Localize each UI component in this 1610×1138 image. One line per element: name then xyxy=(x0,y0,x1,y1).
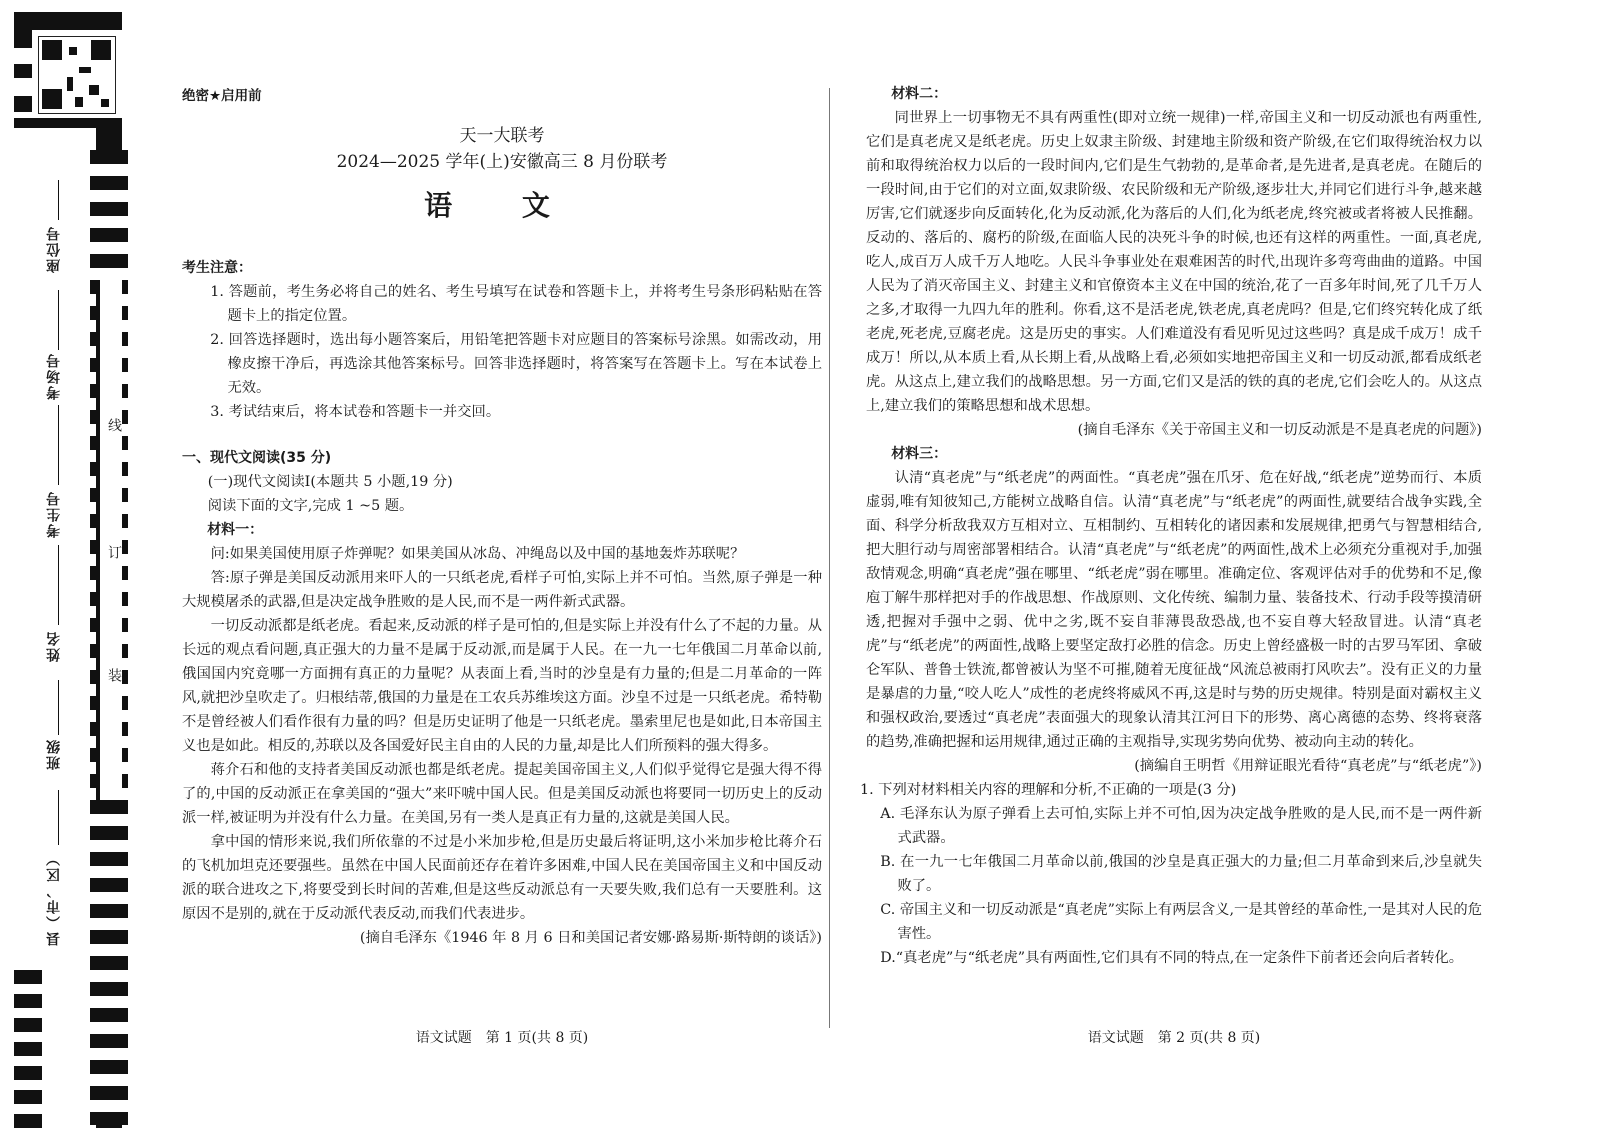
material-heading: 材料三： xyxy=(891,446,948,462)
option-b: B. 在一九一七年俄国二月革命以前,俄国的沙皇是真正强大的力量;但二月革命到来后,沙皇就失败了。 xyxy=(880,854,1482,894)
paragraph: 问:如果美国使用原子炸弹呢？如果美国从冰岛、冲绳岛以及中国的基地轰炸苏联呢？ xyxy=(210,546,745,562)
candidate-number-label: 考生号 xyxy=(46,490,62,538)
notice-item: 2. 回答选择题时，选出每小题答案后，用铅笔把答题卡对应题目的答案标号涂黑。如需改动，用橡皮擦干净后，再选涂其他答案标号。回答非选择题时，将答案写在答题卡上。写在本试卷上无效。 xyxy=(210,332,822,396)
material-heading: 材料二： xyxy=(891,86,948,102)
cut-line-char: 订 xyxy=(106,545,122,559)
cut-line-char: 线 xyxy=(106,418,122,432)
option-d: D.“真老虎”与“纸老虎”具有两面性,它们具有不同的特点,在一定条件下前者还会向后者转化。 xyxy=(880,950,1464,966)
notice-heading: 考生注意： xyxy=(182,260,252,276)
source-citation: (摘自毛泽东《1946 年 8 月 6 日和美国记者安娜·路易斯·斯特朗的谈话》) xyxy=(359,930,822,946)
instruction: 阅读下面的文字,完成 1 ~5 题。 xyxy=(207,498,414,514)
page-2 xyxy=(860,0,1482,1138)
page-footer: 语文试题 第 1 页(共 8 页) xyxy=(415,1030,589,1046)
paragraph: 同世界上一切事物无不具有两重性(即对立统一规律)一样,帝国主义和一切反动派也有两重性,它们是真老虎又是纸老虎。历史上奴隶主阶级、封建地主阶级和资产阶级,在它们取得统治权力以前和取得统治权力以后的一段时间内,它们是生气勃勃的,是革命者,是先进者,是真老虎。在随后的一段时间,由于它们的对立面,奴隶阶级、农民阶级和无产阶级,逐步壮大,并同它们进行斗争,越来越厉害,它们就逐步向反面转化,化为反动派,化为落后的人们,化为纸老虎,终究被或者将被人民推翻。反动的、落后的、腐朽的阶级,在面临人民的决死斗争的时候,也还有这样的两重性。一面,真老虎,吃人,成百万人成千万人地吃。人民斗争事业处在艰难困苦的时代,出现许多弯弯曲曲的道路。中国人民为了消灭帝国主义、封建主义和官僚资本主义在中国的统治,花了一百多年时间,死了几千万人之多,才取得一九四九年的胜利。你看,这不是活老虎,铁老虎,真老虎吗？但是,它们终究转化成了纸老虎,死老虎,豆腐老虎。这是历史的事实。人们难道没有看见听见过这些吗？真是成千成万！成千成万！所以,从本质上看,从长期上看,从战略上看,必须如实地把帝国主义和一切反动派,都看成纸老虎。从这点上,建立我们的战略思想。另一方面,它们又是活的铁的真的老虎,它们会吃人的。从这点上,建立我们的策略思想和战术思想。 xyxy=(866,110,1482,414)
material-heading: 材料一： xyxy=(207,522,264,538)
binding-strip xyxy=(0,0,130,1138)
notice-item: 1. 答题前，考生务必将自己的姓名、考生号填写在试卷和答题卡上，并将考生号条形码粘贴在答题卡上的指定位置。 xyxy=(210,284,822,324)
subject-title: 语 文 xyxy=(424,189,580,222)
seat-number-label: 座位号 xyxy=(46,225,62,273)
paragraph: 答:原子弹是美国反动派用来吓人的一只纸老虎,看样子可怕,实际上并不可怕。当然,原子弹是一种大规模屠杀的武器,但是决定战争胜败的是人民,而不是一两件新式武器。 xyxy=(182,570,822,610)
source-citation: (摘编自王明哲《用辩证眼光看待“真老虎”与“纸老虎”》) xyxy=(1134,758,1482,774)
paragraph: 蒋介石和他的支持者美国反动派也都是纸老虎。提起美国帝国主义,人们似乎觉得它是强大得不得了的,中国的反动派正在拿美国的“强大”来吓唬中国人民。但是美国反动派也将要同一切历史上的反动派一样,被证明为并没有什么力量。在美国,另有一类人是真正有力量的,这就是美国人民。 xyxy=(182,762,822,826)
county-label: 县（市、区） xyxy=(46,850,62,946)
notice-item: 3. 考试结束后，将本试卷和答题卡一并交回。 xyxy=(210,404,501,420)
paragraph: 一切反动派都是纸老虎。看起来,反动派的样子是可怕的,但是实际上并没有什么了不起的力量。从长远的观点看问题,真正强大的力量不是属于反动派,而是属于人民。在一九一七年俄国二月革命以前,俄国国内究竟哪一方面拥有真正的力量呢？从表面上看,当时的沙皇是有力量的;但是二月革命的一阵风,就把沙皇吹走了。归根结蒂,俄国的力量是在工农兵苏维埃这方面。沙皇不过是一只纸老虎。希特勒不是曾经被人们看作很有力量的吗？但是历史证明了他是一只纸老虎。墨索里尼也是如此,日本帝国主义也是如此。相反的,苏联以及各国爱好民主自由的人民的力量,却是比人们所预料的强大得多。 xyxy=(182,618,822,754)
exam-title: 2024—2025 学年(上)安徽高三 8 月份联考 xyxy=(336,152,668,172)
confidential-mark: 绝密★启用前 xyxy=(182,88,262,104)
page-divider xyxy=(829,88,830,1028)
paragraph: 拿中国的情形来说,我们所依靠的不过是小米加步枪,但是历史最后将证明,这小米加步枪比蒋介石的飞机加坦克还要强些。虽然在中国人民面前还存在着许多困难,中国人民在美国帝国主义和中国反动派的联合进攻之下,将要受到长时间的苦难,但是这些反动派总有一天要失败,我们总有一天要胜利。这原因不是别的,就在于反动派代表反动,而我们代表进步。 xyxy=(182,834,822,922)
question-stem: 1. 下列对材料相关内容的理解和分析,不正确的一项是(3 分) xyxy=(860,782,1237,798)
name-label: 姓名 xyxy=(46,630,62,662)
page-1 xyxy=(182,0,822,1138)
cut-line-char: 装 xyxy=(106,668,122,682)
paragraph: 认清“真老虎”与“纸老虎”的两面性。“真老虎”强在爪牙、危在好战,“纸老虎”逆势而行、本质虚弱,唯有知彼知己,方能树立战略自信。认清“真老虎”与“纸老虎”的两面性,就要结合战争实践,全面、科学分析敌我双方互相对立、互相制约、互相转化的诸因素和发展规律,把勇气与智慧相结合,把大胆行动与周密部署相结合。认清“真老虎”与“纸老虎”的两面性,战术上必须充分重视对手,加强敌情观念,明确“真老虎”强在哪里、“纸老虎”弱在哪里。准确定位、客观评估对手的优势和不足,像庖丁解牛那样把对手的作战思想、作战原则、文化传统、编制力量、装备技术、行动手段等摸清研透,把握对手强中之弱、优中之劣,既不妄自菲薄畏敌恐战,也不妄自尊大轻敌冒进。认清“真老虎”与“纸老虎”的两面性,战略上要坚定敌打必胜的信念。历史上曾经盛极一时的古罗马军团、拿破仑军队、普鲁士铁流,都曾被认为坚不可摧,随着无度征战“风流总被雨打风吹去”。没有正义的力量是暴虐的力量,“咬人吃人”成性的老虎终将威风不再,这是时与势的历史规律。特别是面对霸权主义和强权政治,要透过“真老虎”表面强大的现象认清其江河日下的形势、离心离德的态势、终将衰落的趋势,准确把握和运用规律,通过正确的主观指导,实现劣势向优势、被动向主动的转化。 xyxy=(866,470,1482,750)
section-heading: 一、现代文阅读(35 分) xyxy=(182,450,332,466)
class-label: 班级 xyxy=(46,738,62,770)
source-citation: (摘自毛泽东《关于帝国主义和一切反动派是不是真老虎的问题》) xyxy=(1077,422,1482,438)
option-a: A. 毛泽东认为原子弹看上去可怕,实际上并不可怕,因为决定战争胜败的是人民,而不是一两件新式武器。 xyxy=(880,806,1482,846)
qr-code-icon xyxy=(38,36,116,114)
exam-room-label: 考场号 xyxy=(46,352,62,400)
subsection-heading: (一)现代文阅读Ⅰ(本题共 5 小题,19 分) xyxy=(207,474,453,490)
option-c: C. 帝国主义和一切反动派是“真老虎”实际上有两层含义,一是其曾经的革命性,一是其对人民的危害性。 xyxy=(880,902,1482,942)
exam-org-title: 天一大联考 xyxy=(459,126,545,146)
page-footer: 语文试题 第 2 页(共 8 页) xyxy=(1087,1030,1261,1046)
